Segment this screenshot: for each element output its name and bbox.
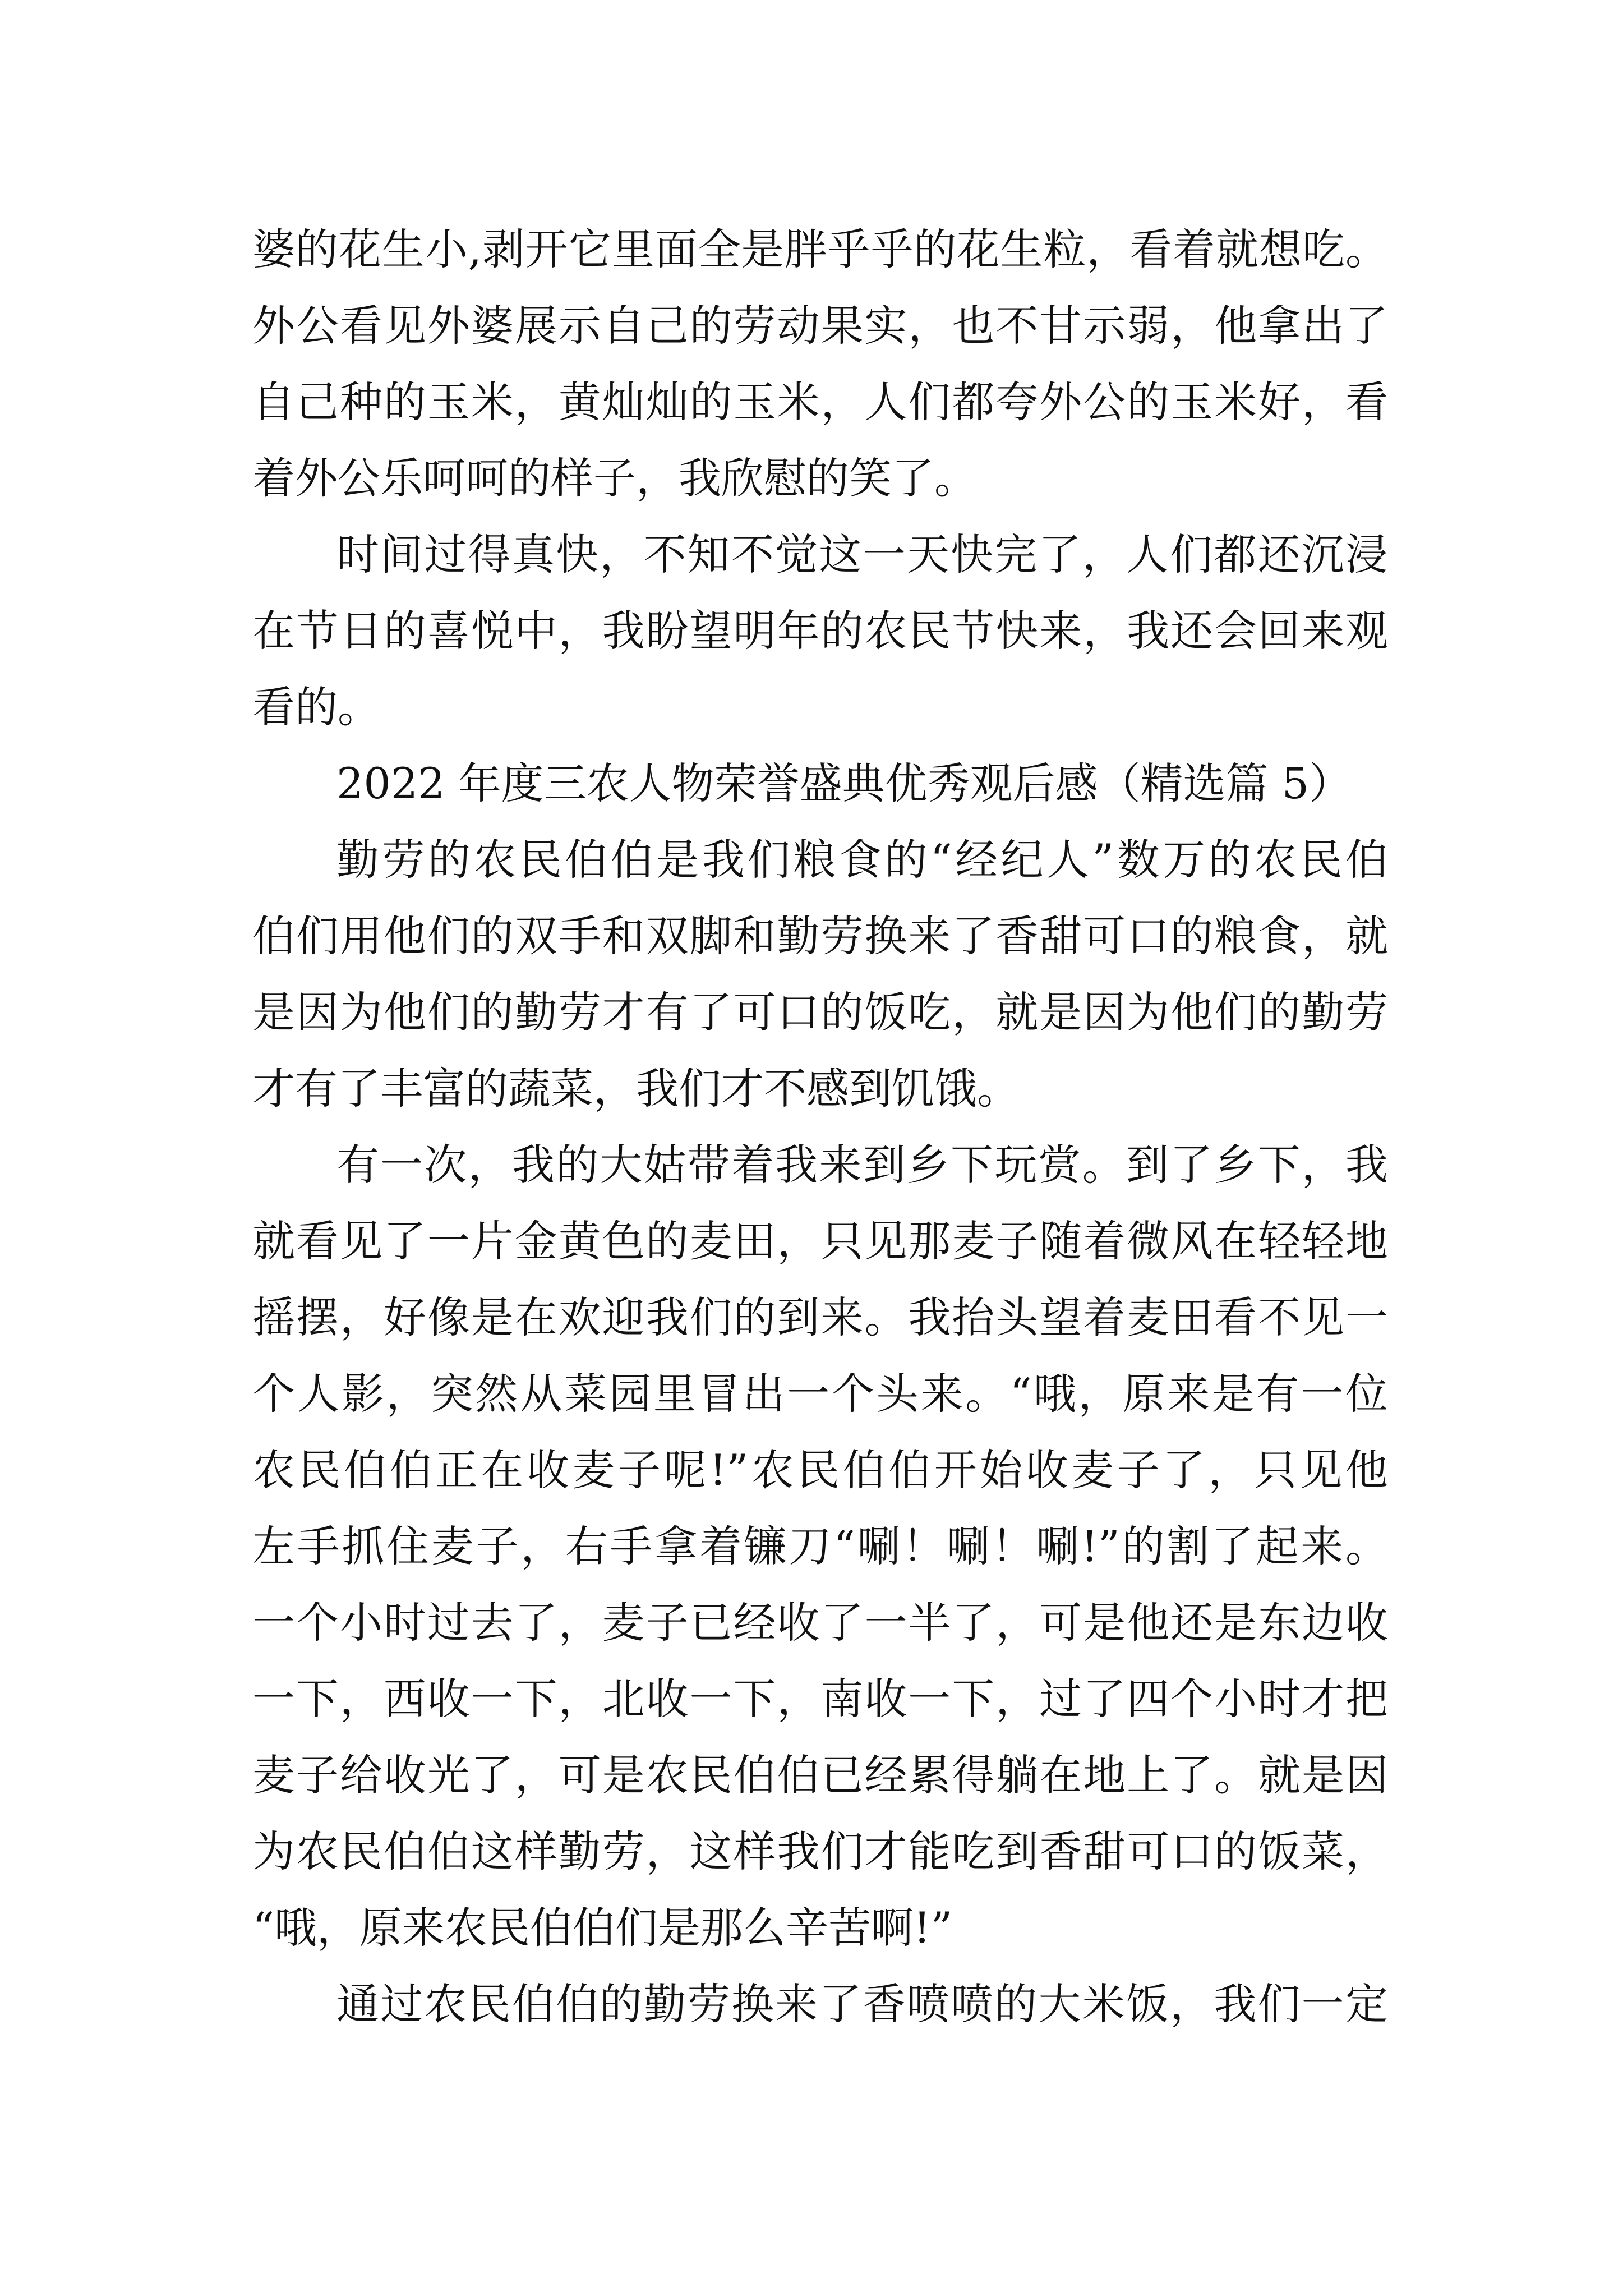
paragraph-first-line: 有一次，我的大姑带着我来到乡下玩赏。到了乡下，我 — [336, 1140, 1388, 1190]
text-line: 才有了丰富的蔬菜，我们才不感到饥饿。 — [252, 1064, 1020, 1114]
text-line: 为农民伯伯这样勤劳，这样我们才能吃到香甜可口的饭菜， — [252, 1826, 1388, 1876]
text-line: 外公看见外婆展示自己的劳动果实，也不甘示弱，他拿出了 — [252, 301, 1388, 351]
text-line: 自己种的玉米，黄灿灿的玉米，人们都夸外公的玉米好，看 — [252, 377, 1388, 427]
paragraph-first-line: 通过农民伯伯的勤劳换来了香喷喷的大米饭，我们一定 — [336, 1979, 1388, 2029]
text-line: 一个小时过去了，麦子已经收了一半了，可是他还是东边收 — [252, 1598, 1388, 1648]
text-line: 农民伯伯正在收麦子呢!”农民伯伯开始收麦子了，只见他 — [252, 1445, 1388, 1495]
text-line: 一下，西收一下，北收一下，南收一下，过了四个小时才把 — [252, 1674, 1388, 1724]
text-line: 麦子给收光了，可是农民伯伯已经累得躺在地上了。就是因 — [252, 1750, 1388, 1800]
text-line: 着外公乐呵呵的样子，我欣慰的笑了。 — [252, 453, 977, 503]
text-line: 在节日的喜悦中，我盼望明年的农民节快来，我还会回来观 — [252, 606, 1388, 656]
text-line: 婆的花生小,剥开它里面全是胖乎乎的花生粒，看着就想吃。 — [252, 224, 1388, 274]
text-line: 摇摆，好像是在欢迎我们的到来。我抬头望着麦田看不见一 — [252, 1292, 1388, 1342]
section-heading: 2022 年度三农人物荣誉盛典优秀观后感（精选篇 5） — [336, 758, 1352, 808]
paragraph-first-line: 勤劳的农民伯伯是我们粮食的“经纪人”数万的农民伯 — [336, 835, 1388, 885]
text-line: 个人影，突然从菜园里冒出一个头来。“哦，原来是有一位 — [252, 1369, 1388, 1419]
text-line: 是因为他们的勤劳才有了可口的饭吃，就是因为他们的勤劳 — [252, 987, 1388, 1037]
text-line: 左手抓住麦子，右手拿着镰刀“唰！唰！唰!”的割了起来。 — [252, 1521, 1388, 1571]
text-line: 就看见了一片金黄色的麦田，只见那麦子随着微风在轻轻地 — [252, 1216, 1388, 1266]
text-line: 看的。 — [252, 682, 380, 732]
paragraph-first-line: 时间过得真快，不知不觉这一天快完了，人们都还沉浸 — [336, 530, 1388, 579]
text-line: “哦，原来农民伯伯们是那么辛苦啊!” — [252, 1903, 953, 1953]
text-line: 伯们用他们的双手和双脚和勤劳换来了香甜可口的粮食，就 — [252, 911, 1388, 961]
